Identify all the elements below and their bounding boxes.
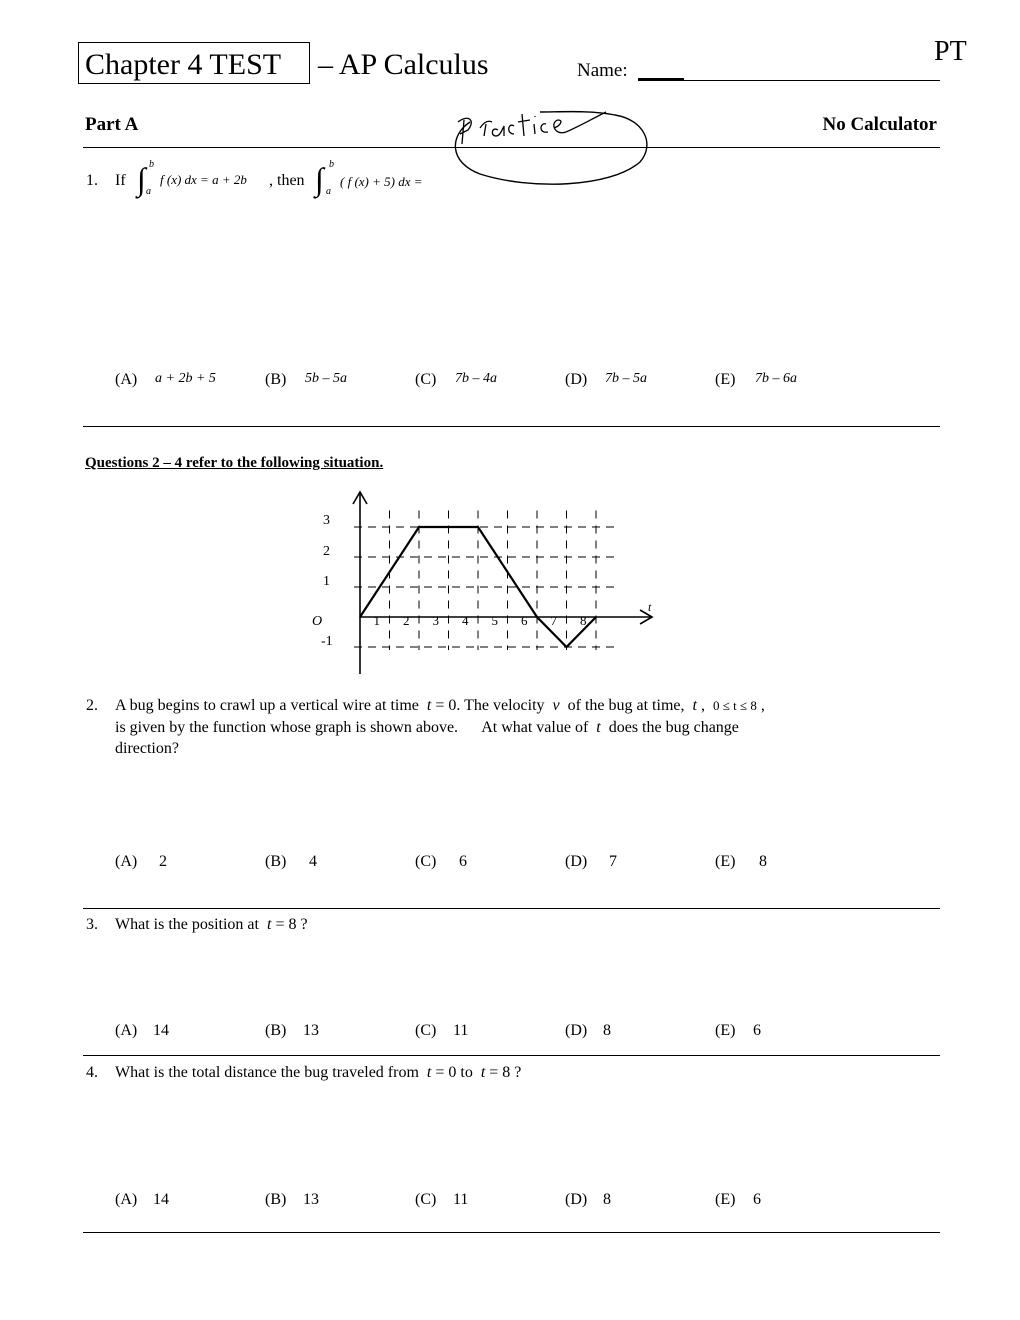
q2-line1: A bug begins to crawl up a vertical wire at time t = 0. The velocity v of the bug at time, t , 0 ≤ t ≤ 8 , — [115, 697, 765, 714]
group-heading: Questions 2 – 4 refer to the following situation. — [85, 455, 384, 471]
q3-option-c-letter[interactable]: (C) — [415, 1022, 437, 1039]
q3-option-d-letter[interactable]: (D) — [565, 1022, 588, 1039]
q3-option-b-value: 13 — [303, 1022, 319, 1039]
q2-line3: direction? — [115, 740, 179, 757]
q2-option-d-value: 7 — [609, 853, 617, 870]
q2-option-c-letter[interactable]: (C) — [415, 853, 437, 870]
x-tick-label: 5 — [491, 613, 498, 628]
q4-option-c-letter[interactable]: (C) — [415, 1191, 437, 1208]
q2-divider — [83, 908, 940, 909]
velocity-chart — [300, 480, 670, 685]
q3-option-e-letter[interactable]: (E) — [715, 1022, 736, 1039]
q2-option-b-value: 4 — [309, 853, 317, 870]
q1-option-c-value: 7b – 4a — [455, 371, 497, 386]
q1-option-e-letter[interactable]: (E) — [715, 371, 736, 388]
q1-lower-limit-2: a — [326, 186, 331, 197]
header-divider — [83, 147, 940, 148]
q4-option-b-value: 13 — [303, 1191, 319, 1208]
integral-sign-1: ∫ — [137, 161, 146, 197]
q4-option-d-letter[interactable]: (D) — [565, 1191, 588, 1208]
test-title: Chapter 4 TEST — [85, 48, 282, 81]
integral-sign-2: ∫ — [315, 161, 324, 197]
y-tick-label: 1 — [323, 574, 330, 589]
q1-option-a-letter[interactable]: (A) — [115, 371, 138, 388]
chart-grid — [354, 511, 617, 651]
q3-option-a-letter[interactable]: (A) — [115, 1022, 138, 1039]
q1-number: 1. — [86, 172, 98, 189]
q3-option-c-value: 11 — [453, 1022, 469, 1039]
q1-option-c-letter[interactable]: (C) — [415, 371, 437, 388]
q4-divider — [83, 1232, 940, 1233]
q4-option-a-value: 14 — [153, 1191, 169, 1208]
y-tick-label: -1 — [321, 634, 333, 649]
q2-number: 2. — [86, 697, 98, 714]
q1-then: , then — [269, 172, 305, 189]
part-label: Part A — [85, 114, 139, 135]
q1-option-d-letter[interactable]: (D) — [565, 371, 588, 388]
q2-option-a-value: 2 — [159, 853, 167, 870]
chart-ticks — [321, 513, 587, 649]
q1-lower-limit-1: a — [146, 186, 151, 197]
q1-option-a-value: a + 2b + 5 — [155, 371, 216, 386]
q2-option-d-letter[interactable]: (D) — [565, 853, 588, 870]
x-tick-label: 1 — [373, 613, 380, 628]
x-tick-label: 4 — [462, 613, 469, 628]
q3-option-b-letter[interactable]: (B) — [265, 1022, 287, 1039]
q4-option-a-letter[interactable]: (A) — [115, 1191, 138, 1208]
corner-mark: PT — [934, 36, 967, 67]
q3-text: What is the position at t = 8 ? — [115, 916, 308, 933]
q1-upper-limit-1: b — [149, 159, 154, 170]
q4-option-e-value: 6 — [753, 1191, 761, 1208]
name-label: Name: — [577, 60, 628, 81]
x-tick-label: 6 — [521, 613, 528, 628]
handwritten-practice-annotation — [440, 100, 660, 190]
q4-number: 4. — [86, 1064, 98, 1081]
q1-option-b-value: 5b – 5a — [305, 371, 347, 386]
q2-option-b-letter[interactable]: (B) — [265, 853, 287, 870]
q3-option-a-value: 14 — [153, 1022, 169, 1039]
q2-line2: is given by the function whose graph is shown above. At what value of t does the bug change — [115, 719, 739, 736]
y-tick-label: 2 — [323, 544, 330, 559]
q1-upper-limit-2: b — [329, 159, 334, 170]
q4-option-e-letter[interactable]: (E) — [715, 1191, 736, 1208]
q1-target-integral: ( f (x) + 5) dx = — [340, 174, 423, 189]
q4-option-d-value: 8 — [603, 1191, 611, 1208]
q1-option-e-value: 7b – 6a — [755, 371, 797, 386]
x-tick-label: 3 — [432, 613, 439, 628]
q3-number: 3. — [86, 916, 98, 933]
q3-divider — [83, 1055, 940, 1056]
q2-option-e-value: 8 — [759, 853, 767, 870]
calculator-note: No Calculator — [822, 114, 937, 135]
q1-divider — [83, 426, 940, 427]
q1-option-b-letter[interactable]: (B) — [265, 371, 287, 388]
x-axis-label: t — [648, 600, 652, 614]
q1-given-integral: f (x) dx = a + 2b — [160, 172, 247, 187]
name-field-line-bold — [638, 78, 684, 80]
q4-text: What is the total distance the bug traveled from t = 0 to t = 8 ? — [115, 1064, 522, 1081]
q3-option-d-value: 8 — [603, 1022, 611, 1039]
q3-option-e-value: 6 — [753, 1022, 761, 1039]
x-tick-label: 7 — [550, 613, 557, 628]
x-tick-label: 8 — [580, 613, 587, 628]
q2-option-e-letter[interactable]: (E) — [715, 853, 736, 870]
origin-label: O — [312, 614, 323, 629]
q4-option-b-letter[interactable]: (B) — [265, 1191, 287, 1208]
q1-if: If — [115, 172, 126, 189]
name-field-line[interactable] — [638, 80, 940, 81]
q1-option-d-value: 7b – 5a — [605, 371, 647, 386]
y-tick-label: 3 — [323, 513, 330, 528]
q2-option-a-letter[interactable]: (A) — [115, 853, 138, 870]
q2-option-c-value: 6 — [459, 853, 467, 870]
course-title: – AP Calculus — [318, 48, 489, 81]
x-tick-label: 2 — [403, 613, 410, 628]
q4-option-c-value: 11 — [453, 1191, 469, 1208]
